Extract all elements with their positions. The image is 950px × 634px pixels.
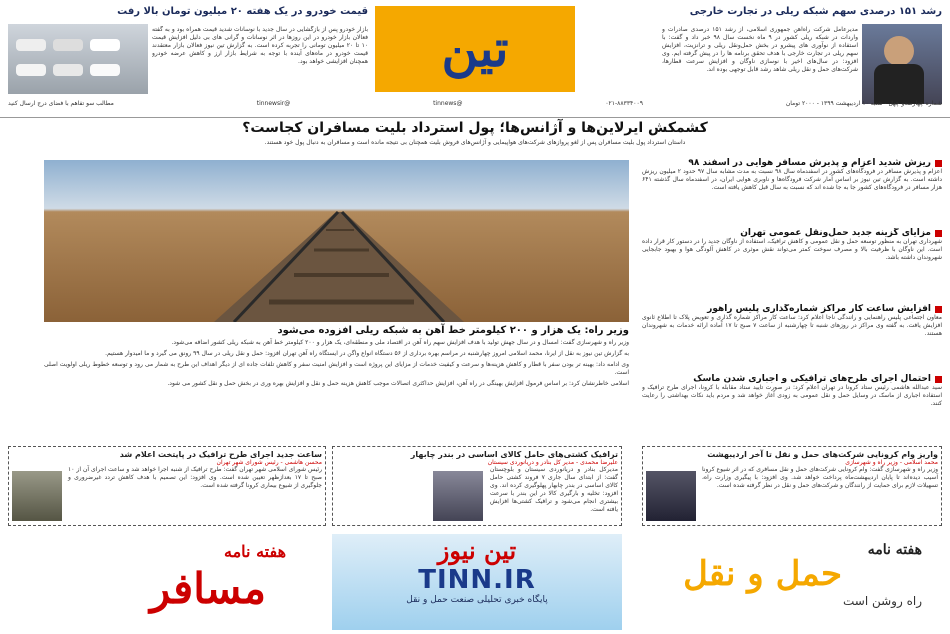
ad-haml-va-naql[interactable] [642,534,942,630]
ad-right-top: هفته نامه [867,542,922,558]
right-item-1-title: مزایای گزینه جدید حمل‌ونقل عمومی تهران [740,228,931,238]
red-bullet-icon [935,230,942,237]
ad-middle-url: TINN.IR [418,565,536,595]
ad-right-slogan: راه روشن است [843,594,922,608]
right-item-0-title: ریزش شدید اعزام و پذیرش مسافر هوایی در اسفند ۹۸ [688,158,931,168]
right-item-1 [642,228,942,298]
social-handle-1[interactable]: @tinnews [433,99,463,107]
bottom-middle-box [332,446,622,526]
rail-article-p3: وی ادامه داد: بهینه تر بودن سفر با قطار و کاهش هزینه‌ها و سرعت و کیفیت خدمات از مزایای این پروژه است و افزایش امنیت سفر و کاهش تلفات جاده ای از دیگر اهداف این طرح به شمار می رود و توسعه خطوط ریلی اولویت اصلی است. [44,361,629,376]
main-subhead: داستان استرداد پول بلیت مسافران پس از لغو پروازهای شرکت‌های هواپیمایی و آژانس‌های فروش بلیت همچنان بی نتیجه مانده است و مسافران به دنبال پول خود هستند. [264,139,686,146]
minister-photo [862,24,942,104]
masthead-logo[interactable] [375,6,575,92]
bottom-left-body: رئیس شورای اسلامی شهر تهران گفت: طرح ترافیک از شنبه اجرا خواهد شد و ساعت اجرای آن از ۱۰ صبح تا ۱۷ بعدازظهر تعیین شده است. وی افزود: این تصمیم با هدف کاهش تردد غیرضروری و جلوگیری از شیوع بیماری کرونا گرفته شده است. [68,466,323,489]
right-item-2-body: معاون اجتماعی پلیس راهنمایی و رانندگی ناجا اعلام کرد: ساعت کار مراکز شماره گذاری و تعویض پلاک تا اطلاع ثانوی افزایش یافت. به گفته وی مراکز در روزهای شنبه تا چهارشنبه از ساعت ۷ صبح تا ۱۷ آماده ارائه خدمات به شهروندان هستند. [642,314,942,337]
bottom-middle-title: ترافیک کشتی‌های حامل کالای اساسی در بندر چابهار [410,450,618,459]
rail-article [44,325,629,388]
right-item-3-body: سید عبدالله هاشمی رئیس ستاد کرونا در تهران اعلام کرد: در صورت تایید ستاد مقابله با کرونا، اجرای طرح ترافیک و استفاده اجباری از ماسک در وسایل حمل و نقل عمومی به زودی آغاز خواهد شد و مردم باید نکات بهداشتی را رعایت کنند. [642,384,942,407]
top-left-body: بازار خودرو پس از بازگشایی در سال جدید با نوسانات شدید قیمت همراه بود و به گفته فعالان بازار خودرو در این روزها در اثر نوسانات و گرانی های بی دلیل افزایش قیمت ۱۰ تا ۲۰ میلیون تومانی را تجربه کرده است. به گزارش تین نیوز فعالان بازار معتقدند قیمت خودرو در ماه‌های آینده با توجه به شرایط بازار ارز و کاهش عرضه خودرو همچنان افزایشی خواهد بود. [152,26,368,65]
bottom-right-title: واریز وام کرونایی شرکت‌های حمل و نقل تا آخر اردیبهشت [707,450,938,459]
ad-left-title: مسافر [149,564,266,613]
red-bullet-icon [935,306,942,313]
bottom-left-title: ساعت جدید اجرای طرح ترافیک در پایتخت اعلام شد [119,450,322,459]
main-headline: کشمکش ایرلاین‌ها و آژانس‌ها؛ پول استرداد بلیت مسافران کجاست؟ [242,120,708,136]
red-bullet-icon [935,160,942,167]
logo-text: تین [441,19,509,78]
right-column [642,158,942,440]
bottom-middle-byline: علیرضا محمدی - مدیر کل بنادر و دریانوردی سیستان [487,459,618,466]
bottom-left-box [8,446,326,526]
bottom-left-byline: محسن هاشمی - رئیس شورای شهر تهران [216,459,322,466]
ad-right-title: حمل و نقل [683,554,842,594]
main-headline-block [0,120,950,146]
social-handle-2[interactable]: @tinnewsir [256,99,291,107]
railway-photo [44,160,629,322]
rail-article-headline: وزیر راه: یک هزار و ۲۰۰ کیلومتر خط آهن به شبکه ریلی افزوده می‌شود [277,325,629,336]
top-left-story [8,6,368,65]
cars-photo [8,24,148,94]
right-item-2 [642,304,942,368]
header [0,0,950,118]
issue-info: شماره چهارصدو چهل - شنبه ۱۰ اردیبهشت ۱۳۹۹ - ۲۰۰۰ تومان [785,99,942,107]
ad-left-top: هفته نامه [224,542,286,561]
rail-article-p1: وزیر راه و شهرسازی گفت: امسال و در سال جهش تولید با هدف افزایش سهم راه آهن در اقتصاد ملی و منطقه‌ای، یک هزار و ۲۰۰ کیلومتر خط آهن به شبکه ریلی کشور اضافه می‌شود. [171,339,629,346]
bottom-middle-body: مدیرکل بنادر و دریانوردی سیستان و بلوچستان گفت: از ابتدای سال جاری ۷ فروند کشتی حامل کالای اساسی در بندر چابهار پهلوگیری کرده اند. وی افزود: تخلیه و بارگیری کالا در این بندر با سرعت بیشتری انجام می‌شود و ترافیک کشتی‌ها افزایش یافته است. [490,466,618,513]
right-item-1-body: شهرداری تهران به منظور توسعه حمل و نقل عمومی و کاهش ترافیک، استفاده از ناوگان جدید را در دستور کار قرار داده است. این ناوگان با ظرفیت بالا و مصرف سوخت کمتر می‌تواند نقش موثری در کاهش آلودگی هوا و بهبود جابجایی شهروندان داشته باشد. [642,238,942,261]
top-left-headline: قیمت خودرو در یک هفته ۲۰ میلیون تومان بالا رفت [117,6,368,17]
ad-mosafer[interactable] [8,534,326,630]
phone-number: ۰۲۱-۸۸۳۳۴۰۰۹ [605,99,643,107]
railway-tracks-graphic [44,160,629,322]
info-strip [0,96,950,110]
right-item-0-body: اعزام و پذیرش مسافر در فرودگاه‌های کشور در اسفندماه سال ۹۸ نسبت به مدت مشابه سال ۹۷ حدود ۲ میلیون ریزش داشته است. به گزارش تین نیوز بر اساس آمار شرکت فرودگاه‌ها و ناوبری هوایی ایران، در اسفندماه سال گذشته ۶۴۱ هزار مسافر در فرودگاه‌های کشور جا به جا شده اند که نسبت به سال قبل کاهش یافته است. [642,168,942,191]
rail-article-p2: به گزارش تین نیوز به نقل از ایرنا، محمد اسلامی امروز چهارشنبه در مراسم بهره برداری از ۵۶ دستگاه انواع واگن در ایستگاه راه آهن تهران افزود: حمل و نقل ریلی در سال ۹۹ رونق می گیرد و ما امیدوار هستیم. [105,350,629,357]
red-bullet-icon [935,376,942,383]
right-item-0 [642,158,942,222]
top-right-headline: رشد ۱۵۱ درصدی سهم شبکه ریلی در تجارت خارجی [689,6,942,17]
right-item-3-title: احتمال اجرای طرح‌های ترافیکی و اجباری شدن ماسک [693,374,931,384]
rail-article-p4: اسلامی خاطرنشان کرد: بر اساس فرمول افزایش بهینگی در راه آهن، افزایش حداکثری اتصالات موجب کاهش هزینه حمل و نقل و افزایش بهره وری در بخش حمل و نقل کشور می شود. [167,380,629,387]
official-photo [646,471,696,521]
ad-middle-slogan: پایگاه خبری تحلیلی صنعت حمل و نقل [406,595,548,605]
official-photo [433,471,483,521]
tagline: مطالب سو تفاهم با فضای درج ارسال کنید [8,99,114,107]
bottom-right-byline: محمد اسلامی - وزیر راه و شهرسازی [845,459,938,466]
top-right-body: مدیرعامل شرکت راه‌آهن جمهوری اسلامی، از رشد ۱۵۱ درصدی صادرات و واردات در شبکه ریلی کشور در ۹ ماه نخست سال ۹۸ خبر داد و گفت: با استفاده از نوآوری های پیشرو در بخش حمل‌ونقل ریلی و ترانزیت، افزایش سهم ریلی در تجارت خارجی با هدف تحقق برنامه ها را در پیش گرفته ایم. وی افزود: در سال‌های اخیر با نوسازی ناوگان و افزایش سرعت قطارها، شرکت‌های حمل و نقل ریلی شاهد رشد قابل توجهی بوده اند. [662,26,858,73]
right-item-2-title: افزایش ساعت کار مراکز شماره‌گذاری پلیس راهور [707,304,931,314]
top-right-story [662,6,942,73]
bottom-right-body: وزیر راه و شهرسازی گفت: وام کرونایی شرکت‌های حمل و نقل مسافری که در اثر شیوع کرونا آسیب دیده‌اند تا پایان اردیبهشت‌ماه پرداخت خواهد شد. وی افزود: با پیگیری وزارت راه، تسهیلات لازم برای حمایت از رانندگان و شرکت‌های حمل و نقل در نظر گرفته شده است. [702,466,938,489]
bottom-right-box [642,446,942,526]
official-photo [12,471,62,521]
ad-middle-title: تین نیوز [437,536,517,565]
ad-tinn[interactable] [332,534,622,630]
right-item-3 [642,374,942,438]
